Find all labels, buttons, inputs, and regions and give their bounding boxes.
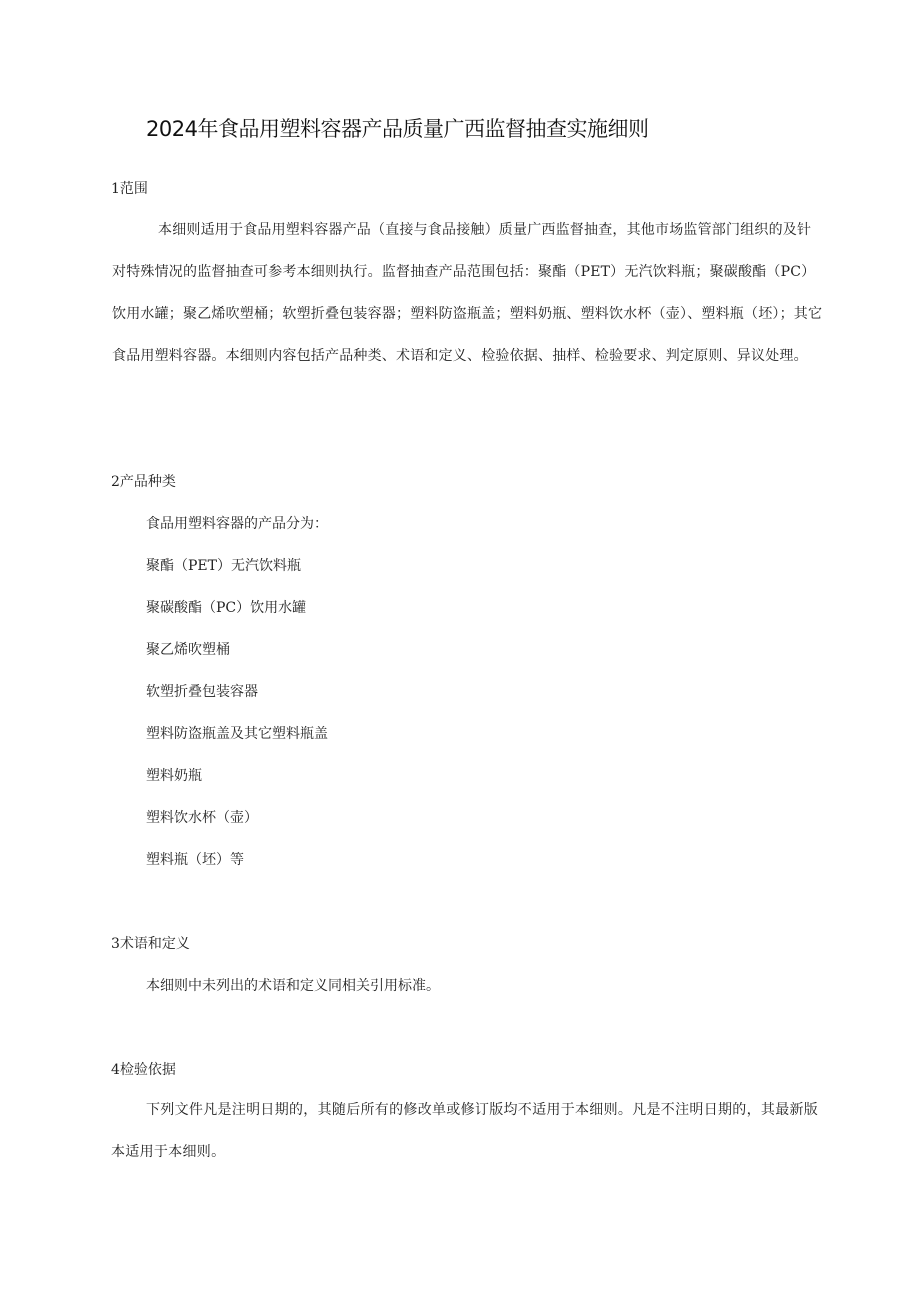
list-item: 软塑折叠包装容器 xyxy=(146,684,258,700)
document-title: 2024年食品用塑料容器产品质量广西监督抽查实施细则 xyxy=(146,117,649,141)
scope-paragraph: 本细则适用于食品用塑料容器产品（直接与食品接触）质量广西监督抽查，其他市场监管部门组织的及针对特殊情况的监督抽查可参考本细则执行。监督抽查产品范围包括：聚酯（PET）无汽饮料瓶；聚碳酸酯（PC）饮用水罐；聚乙烯吹塑桶；软塑折叠包装容器；塑料防盗瓶盖；塑料奶瓶、塑料饮水杯（壶）、塑料瓶（坯）；其它食品用塑料容器。本细则内容包括产品种类、术语和定义、检验依据、抽样、检验要求、判定原则、异议处理。 xyxy=(112,222,823,364)
list-item: 塑料饮水杯（壶） xyxy=(146,810,258,826)
list-item: 聚碳酸酯（PC）饮用水罐 xyxy=(146,600,307,616)
section-heading-scope: 1范围 xyxy=(111,181,148,197)
list-item: 塑料防盗瓶盖及其它塑料瓶盖 xyxy=(146,726,328,742)
list-item: 塑料奶瓶 xyxy=(146,768,202,784)
section-heading-basis: 4检验依据 xyxy=(111,1062,176,1078)
list-item: 聚酯（PET）无汽饮料瓶 xyxy=(146,558,301,574)
list-item: 塑料瓶（坯）等 xyxy=(146,852,244,868)
section-heading-categories: 2产品种类 xyxy=(111,474,176,490)
list-item: 聚乙烯吹塑桶 xyxy=(146,642,230,658)
categories-intro: 食品用塑料容器的产品分为： xyxy=(146,516,328,532)
basis-paragraph: 下列文件凡是注明日期的，其随后所有的修改单或修订版均不适用于本细则。凡是不注明日期的，其最新版本适用于本细则。 xyxy=(111,1102,819,1160)
terms-paragraph: 本细则中未列出的术语和定义同相关引用标准。 xyxy=(146,978,440,994)
section-heading-terms: 3术语和定义 xyxy=(111,936,190,952)
